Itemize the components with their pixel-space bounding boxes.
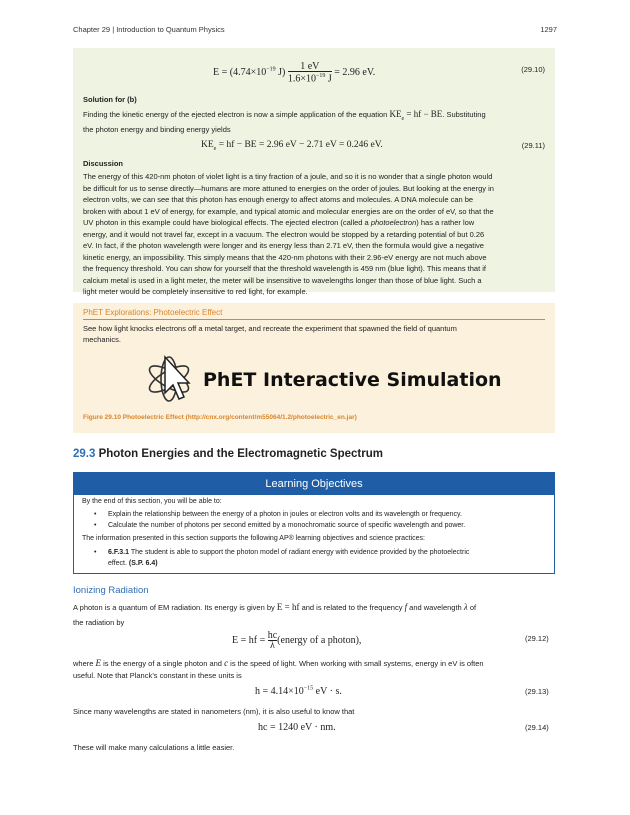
discussion-line — [83, 217, 558, 229]
ionizing-paragraph-1 — [73, 602, 555, 614]
bullet-icon: • — [94, 549, 97, 556]
eq-rhs: = 2.96 eV. — [334, 66, 376, 78]
phet-box — [73, 303, 555, 433]
text: of — [469, 603, 477, 612]
atom-cursor-icon — [139, 349, 203, 405]
ap-info: The information presented in this section supports the following AP® learning objectives and science practices: — [82, 535, 425, 542]
ap-text: The student is able to support the photon model of radiant energy with evidence provided by the photoelectric — [129, 549, 470, 556]
ap-text: effect. — [108, 560, 129, 567]
eq-exp: −15 — [303, 685, 314, 692]
eq-sub: e — [213, 145, 217, 152]
equation-29-14: hc = 1240 eV · nm. — [258, 722, 336, 733]
ionizing-paragraph-1-cont: the radiation by — [73, 618, 125, 627]
discussion-heading: Discussion — [83, 159, 124, 168]
inline-equation: E = hf — [276, 602, 300, 612]
phet-logo-text[interactable]: PhET Interactive Simulation — [203, 369, 502, 391]
eq-rest: eV · s. — [313, 686, 342, 697]
discussion-line: kinetic energy, an impossibility. This simply means that the 420-nm photons with their 2.96-eV energy are not much above — [83, 252, 487, 262]
phet-desc-2: mechanics. — [83, 335, 121, 344]
solution-text-2: . Substituting — [442, 110, 486, 119]
equation-number: (29.12) — [525, 634, 549, 643]
eq-body: = hf − BE = 2.96 eV − 2.71 eV = 0.246 eV. — [216, 140, 383, 150]
discussion-line: calcium metal is used in a light meter, the meter will be insensitive to wavelengths longer than those of blue light. Such a — [83, 275, 482, 285]
ap-code: 6.F.3.1 — [108, 549, 130, 556]
discussion-line: light meter would be completely insensitive to red light, for example. — [83, 287, 308, 296]
eq-frac-den — [288, 72, 332, 83]
solution-text-3: the photon energy and binding energy yields — [83, 125, 231, 134]
ionizing-paragraph-2-cont: useful. Note that Planck’s constant in these units is — [73, 671, 242, 680]
equation-29-11 — [201, 138, 383, 154]
eq-factor: (4.74×10 — [229, 66, 267, 78]
ap-objective-cont — [108, 559, 158, 570]
discussion-line-part: ) has a rather low — [416, 218, 475, 227]
eq-frac-den-unit: J — [325, 73, 332, 85]
objective-item: Explain the relationship between the energy of a photon in joules or electron volts and its wavelength or frequency. — [108, 511, 462, 518]
discussion-line: energy, and it would not travel far, except in a vacuum. The electron would be stopped by a retarding potential of but 0.26 — [83, 229, 485, 239]
equation-29-10 — [213, 62, 375, 83]
phet-title: PhET Explorations: Photoelectric Effect — [83, 307, 545, 320]
eq-frac-num: 1 eV — [288, 62, 332, 72]
discussion-line: The energy of this 420-nm photon of violet light is a tiny fraction of a joule, and so it is no wonder that a single photon would — [83, 172, 493, 181]
equation-number: (29.13) — [525, 687, 549, 696]
eq-lhs: E = — [213, 66, 228, 78]
eq-lhs: E = hf = — [232, 634, 266, 646]
ionizing-paragraph-4: These will make many calculations a little easier. — [73, 743, 235, 752]
equation-number: (29.11) — [521, 141, 545, 150]
discussion-line: broken with about 1 eV of energy, for example, and typical atomic and molecular energies are on the order of eV, so that the — [83, 206, 494, 216]
text: A photon is a quantum of EM radiation. Its energy is given by — [73, 603, 275, 612]
equation-number: (29.14) — [525, 723, 549, 732]
discussion-text — [83, 171, 558, 298]
eq-frac-num: hc — [267, 630, 278, 641]
inline-symbol: E — [95, 658, 102, 668]
eq-rest: (energy of a photon), — [277, 634, 362, 646]
section-title-text: Photon Energies and the Electromagnetic Spectrum — [95, 448, 383, 460]
equation-number: (29.10) — [521, 65, 545, 74]
text: and is related to the frequency — [301, 603, 403, 612]
discussion-line: be difficult for us to sense directly—humans are more attuned to energies on the order of joules. But looking at the energy in — [83, 183, 494, 193]
section-title — [73, 446, 383, 463]
eq-factor-unit: J) — [275, 66, 286, 78]
inline-eq-sub: e — [401, 115, 405, 122]
section-number: 29.3 — [73, 448, 96, 460]
eq-frac-den-exp: −19 — [316, 73, 326, 79]
inline-symbol: c — [224, 658, 229, 668]
discussion-line: eV. In fact, if the photon wavelength were longer and its energy less than 2.71 eV, then the formula would give a negative — [83, 241, 484, 250]
text: where — [73, 659, 94, 668]
phet-desc-1: See how light knocks electrons off a metal target, and recreate the experiment that spawned the field of quantum — [83, 324, 457, 333]
solution-text-1: Finding the kinetic energy of the ejected electron is now a simple application of the equation — [83, 110, 388, 119]
example-box — [73, 48, 555, 296]
eq-lhs: KE — [201, 140, 214, 150]
eq-frac-den: λ — [270, 640, 275, 651]
ap-science-practice: (S.P. 6.4) — [128, 560, 158, 567]
objectives-intro: By the end of this section, you will be able to: — [82, 498, 222, 505]
text: and wavelength — [409, 603, 462, 612]
learning-objectives-title: Learning Objectives — [74, 473, 554, 495]
discussion-italic: photoelectron — [370, 218, 417, 227]
bullet-icon: • — [94, 511, 97, 518]
inline-eq-ke: KE — [389, 109, 402, 119]
subsection-heading: Ionizing Radiation — [73, 585, 149, 596]
figure-caption[interactable]: Figure 29.10 Photoelectric Effect (http://cnx.org/content/m55064/1.2/photoelectric_en.jar) — [83, 414, 357, 421]
learning-objectives-box — [73, 472, 555, 574]
eq-fraction — [288, 62, 332, 83]
equation-29-12 — [232, 631, 361, 650]
discussion-line: the frequency threshold. You can show for yourself that the threshold wavelength is 459 nm (blue light). This means that if — [83, 264, 487, 273]
phet-logo-icon[interactable] — [139, 349, 203, 405]
equation-29-13 — [255, 684, 342, 699]
bullet-icon: • — [94, 522, 97, 529]
eq-frac-den-base: 1.6×10 — [287, 73, 316, 85]
page-number: 1297 — [540, 25, 557, 34]
inline-symbol: f — [404, 602, 408, 612]
page-header — [73, 24, 557, 38]
chapter-title: Chapter 29 | Introduction to Quantum Physics — [73, 25, 225, 34]
objective-item: Calculate the number of photons per second emitted by a monochromatic source of specific wavelength and power. — [108, 522, 466, 529]
ionizing-paragraph-3: Since many wavelengths are stated in nanometers (nm), it is also useful to know that — [73, 707, 355, 716]
inline-equation — [389, 109, 443, 122]
discussion-line-part: UV photon in this example could have biological effects. The ejected electron (called a — [83, 218, 371, 227]
text: is the energy of a single photon and — [103, 659, 222, 668]
discussion-line: electron volts, we can see that this photon has enough energy to affect atoms and molecules. A DNA molecule can be — [83, 195, 474, 204]
ap-objective — [108, 548, 469, 559]
solution-text — [83, 109, 553, 125]
ionizing-paragraph-2 — [73, 658, 555, 670]
text: is the speed of light. When working with small systems, energy in eV is often — [230, 659, 484, 668]
eq-fraction — [268, 631, 277, 650]
solution-heading: Solution for (b) — [83, 95, 137, 104]
inline-eq-rest: = hf − BE — [404, 109, 443, 119]
inline-symbol: λ — [463, 602, 468, 612]
eq-factor-exp: −19 — [266, 66, 276, 73]
eq-body: h = 4.14×10 — [255, 686, 304, 697]
